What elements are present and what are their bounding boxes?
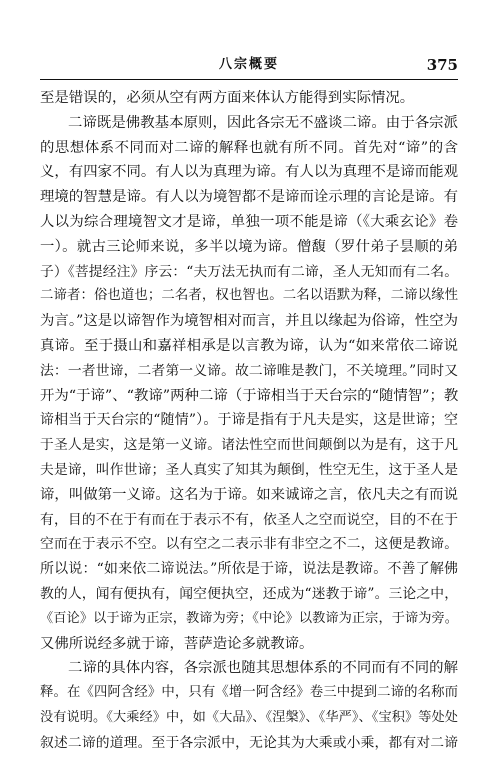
header-rule (40, 79, 458, 80)
text-line: 《百论》以于谛为正宗，教谛为旁；《中论》以教谛为正宗，于谛为旁。 (40, 610, 458, 626)
text-line: 一）。就古三论师来说，多半以境为谛。僧馥（罗什弟子昙顺的弟 (40, 238, 458, 255)
text-line: 子）《菩提经注》序云：“夫万法无执而有二谛，圣人无知而有二名。 (40, 263, 458, 280)
running-header (40, 56, 458, 78)
text-line: 夫是谛，叫作世谛；圣人真实了知其为颠倒，性空无生，这于圣人是 (40, 461, 458, 478)
text-line: 为言。”这是以谛智作为境智相对而言，并且以缘起为俗谛，性空为 (40, 313, 458, 330)
text-line: 法：一者世谛，二者第一义谛。故二谛唯是教门，不关境理。”同时又 (40, 362, 458, 379)
text-line: 所以说：“如来依二谛说法。”所依是于谛，说法是教谛。不善了解佛 (40, 561, 458, 578)
text-line: 又佛所说经多就于谛，菩萨造论多就教谛。 (40, 635, 314, 652)
text-line: 二谛的具体内容，各宗派也随其思想体系的不同而有不同的解 (68, 660, 458, 677)
text-line: 二谛者：俗也道也；二名者，权也智也。二名以语默为释，二谛以缘性 (40, 288, 458, 304)
text-line: 空而在于表示不空。以有空之二表示非有非空之不二，这便是教谛。 (40, 536, 458, 553)
text-line: 开为“于谛”、“教谛”两种二谛（于谛相当于天台宗的“随情智”；教 (40, 387, 459, 404)
text-line: 真谛。至于摄山和嘉祥相承是以言教为谛，认为“如来常依二谛说 (40, 337, 458, 354)
text-line: 谛，叫做第一义谛。这名为于谛。如来诚谛之言，依凡夫之有而说 (40, 486, 458, 503)
text-line: 有，目的不在于有而在于表示不有，依圣人之空而说空，目的不在于 (40, 511, 458, 528)
text-line: 教的人，闻有便执有，闻空便执空，还成为“迷教于谛”。三论之中， (40, 585, 458, 602)
text-line: 叙述二谛的道理。至于各宗派中，无论其为大乘或小乘，都有对二谛 (40, 734, 458, 751)
running-header-title: 八宗概要 (218, 57, 279, 72)
text-line: 的思想体系不同而对二谛的解释也就有所不同。首先对“谛”的含 (40, 139, 458, 156)
text-line: 义，有四家不同。有人以为真理为谛。有人以为真理不是谛而能观 (40, 164, 458, 181)
text-line: 二谛既是佛教基本原则，因此各宗无不盛谈二谛。由于各宗派 (68, 114, 458, 131)
text-line: 理境的智慧是谛。有人以为境智都不是谛而诠示理的言论是谛。有 (40, 189, 458, 206)
text-line: 没有说明。《大乘经》中，如《大品》、《涅槃》、《华严》、《宝积》等处处 (40, 709, 458, 725)
body-text (40, 86, 458, 756)
text-line: 至是错误的，必须从空有两方面来体认方能得到实际情况。 (40, 90, 415, 106)
text-line: 释。在《四阿含经》中，只有《增一阿含经》卷三中提到二谛的名称而 (40, 685, 458, 701)
text-line: 人以为综合理境智文才是谛，单独一项不能是谛（《大乘玄论》卷 (40, 213, 458, 230)
text-line: 谛相当于天台宗的“随情”）。于谛是指有于凡夫是实，这是世谛；空 (40, 412, 458, 429)
page-number: 375 (426, 56, 458, 74)
text-line: 于圣人是实，这是第一义谛。诸法性空而世间颠倒以为是有，这于凡 (40, 437, 458, 454)
